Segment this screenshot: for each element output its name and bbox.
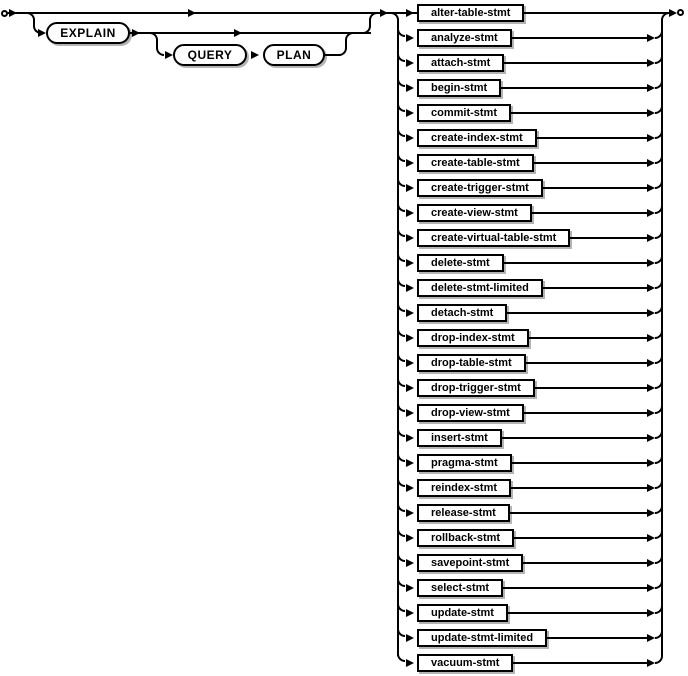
connector-curve bbox=[397, 252, 405, 262]
arrowhead-icon bbox=[406, 509, 414, 517]
connector-curve bbox=[655, 329, 663, 339]
keyword-plan-label: PLAN bbox=[276, 48, 312, 62]
arrowhead-icon bbox=[406, 534, 414, 542]
connector-line bbox=[345, 42, 347, 48]
arrowhead-icon bbox=[647, 284, 655, 292]
statement-row bbox=[397, 52, 663, 74]
row-entry-connector bbox=[397, 252, 417, 274]
row-entry-connector bbox=[397, 352, 417, 374]
connector-curve bbox=[655, 304, 663, 314]
connector-curve bbox=[397, 127, 405, 137]
statement-label: rollback-stmt bbox=[431, 532, 501, 544]
statement-label: update-stmt-limited bbox=[431, 632, 534, 644]
connector-line bbox=[513, 662, 647, 664]
statement-box[interactable] bbox=[417, 529, 514, 547]
statement-row bbox=[397, 177, 663, 199]
connector-curve bbox=[655, 604, 663, 614]
statement-label: select-stmt bbox=[431, 582, 490, 594]
arrowhead-icon bbox=[406, 234, 414, 242]
connector-line bbox=[529, 337, 647, 339]
arrowhead-icon bbox=[406, 609, 414, 617]
statement-label: release-stmt bbox=[431, 507, 496, 519]
arrowhead-icon bbox=[647, 84, 655, 92]
connector-curve bbox=[397, 177, 405, 187]
connector-curve bbox=[397, 652, 405, 662]
arrowhead-icon bbox=[406, 259, 414, 267]
row-entry-connector bbox=[397, 377, 417, 399]
row-entry-connector bbox=[397, 652, 417, 674]
connector-curve bbox=[655, 404, 663, 414]
arrowhead-icon bbox=[406, 159, 414, 167]
statement-box[interactable] bbox=[417, 154, 534, 172]
row-entry-connector bbox=[397, 477, 417, 499]
statement-row bbox=[397, 627, 663, 649]
row-entry-connector bbox=[397, 102, 417, 124]
arrowhead-icon bbox=[647, 534, 655, 542]
statement-box[interactable] bbox=[417, 204, 532, 222]
arrowhead-icon bbox=[406, 659, 414, 667]
connector-curve bbox=[655, 554, 663, 564]
statement-label: savepoint-stmt bbox=[431, 557, 510, 569]
connector-line bbox=[511, 112, 647, 114]
arrowhead-icon bbox=[647, 359, 655, 367]
row-entry-connector bbox=[397, 402, 417, 424]
connector-curve bbox=[397, 427, 405, 437]
connector-curve bbox=[655, 379, 663, 389]
arrowhead-icon bbox=[647, 659, 655, 667]
statement-label: drop-index-stmt bbox=[431, 332, 515, 344]
statement-box[interactable] bbox=[417, 404, 524, 422]
statement-label: pragma-stmt bbox=[431, 457, 498, 469]
keyword-explain bbox=[46, 22, 130, 44]
arrowhead-icon bbox=[647, 509, 655, 517]
connector-curve bbox=[397, 277, 405, 287]
row-entry-connector bbox=[397, 177, 417, 199]
statement-row bbox=[397, 302, 663, 324]
connector-curve bbox=[655, 229, 663, 239]
arrowhead-icon bbox=[406, 459, 414, 467]
connector-curve bbox=[655, 579, 663, 589]
arrowhead-icon bbox=[406, 434, 414, 442]
row-entry-connector bbox=[397, 552, 417, 574]
statement-label: drop-view-stmt bbox=[431, 407, 510, 419]
statement-row bbox=[397, 277, 663, 299]
statement-box[interactable] bbox=[417, 179, 543, 197]
arrowhead-icon bbox=[647, 234, 655, 242]
statement-row bbox=[397, 2, 684, 24]
connector-line bbox=[511, 487, 647, 489]
connector-curve bbox=[655, 654, 663, 664]
row-entry-connector bbox=[397, 27, 417, 49]
arrowhead-icon bbox=[647, 109, 655, 117]
statement-row bbox=[397, 377, 663, 399]
row-entry-connector bbox=[397, 2, 417, 24]
connector-curve bbox=[397, 602, 405, 612]
arrowhead-icon bbox=[406, 209, 414, 217]
connector-curve bbox=[397, 102, 405, 112]
connector-line bbox=[547, 637, 647, 639]
connector-curve bbox=[655, 354, 663, 364]
statement-box[interactable] bbox=[417, 129, 537, 147]
arrowhead-icon bbox=[669, 9, 677, 17]
statement-label: vacuum-stmt bbox=[431, 657, 500, 669]
row-entry-connector bbox=[397, 52, 417, 74]
keyword-plan bbox=[263, 44, 325, 66]
statement-box[interactable] bbox=[417, 79, 501, 97]
statement-box[interactable] bbox=[417, 504, 510, 522]
statement-label: delete-stmt bbox=[431, 257, 490, 269]
connector-curve bbox=[397, 152, 405, 162]
connector-curve bbox=[397, 352, 405, 362]
statement-label: drop-trigger-stmt bbox=[431, 382, 521, 394]
row-entry-connector bbox=[397, 202, 417, 224]
arrowhead-icon bbox=[406, 109, 414, 117]
statement-label: begin-stmt bbox=[431, 82, 488, 94]
connector-curve bbox=[397, 302, 405, 312]
connector-line bbox=[503, 587, 647, 589]
row-entry-connector bbox=[397, 627, 417, 649]
connector-curve bbox=[397, 327, 405, 337]
connector-curve bbox=[655, 54, 663, 64]
connector-curve bbox=[397, 402, 405, 412]
statement-label: detach-stmt bbox=[431, 307, 494, 319]
arrowhead-icon bbox=[647, 559, 655, 567]
statement-row bbox=[397, 102, 663, 124]
connector-line bbox=[501, 87, 647, 89]
row-entry-connector bbox=[397, 127, 417, 149]
arrowhead-icon bbox=[406, 59, 414, 67]
statement-label: analyze-stmt bbox=[431, 32, 498, 44]
statement-box[interactable] bbox=[417, 454, 512, 472]
connector-line bbox=[543, 187, 647, 189]
row-entry-connector bbox=[397, 152, 417, 174]
connector-line bbox=[510, 512, 647, 514]
connector-curve bbox=[655, 529, 663, 539]
row-entry-connector bbox=[397, 227, 417, 249]
arrowhead-icon bbox=[647, 609, 655, 617]
arrowhead-icon bbox=[406, 409, 414, 417]
connector-curve bbox=[655, 479, 663, 489]
arrowhead-icon bbox=[647, 259, 655, 267]
statement-row bbox=[397, 552, 663, 574]
arrowhead-icon bbox=[647, 209, 655, 217]
arrowhead-icon bbox=[647, 34, 655, 42]
connector-curve bbox=[397, 502, 405, 512]
connector-curve bbox=[397, 552, 405, 562]
connector-line bbox=[532, 212, 647, 214]
arrowhead-icon bbox=[647, 634, 655, 642]
statement-box[interactable] bbox=[417, 4, 524, 22]
arrowhead-icon bbox=[647, 384, 655, 392]
connector-curve bbox=[655, 104, 663, 114]
row-entry-connector bbox=[397, 502, 417, 524]
statement-box[interactable] bbox=[417, 329, 529, 347]
statement-label: commit-stmt bbox=[431, 107, 498, 119]
statement-label: delete-stmt-limited bbox=[431, 282, 529, 294]
arrowhead-icon bbox=[647, 334, 655, 342]
statement-box[interactable] bbox=[417, 54, 504, 72]
statement-row bbox=[397, 602, 663, 624]
arrowhead-icon bbox=[251, 51, 259, 59]
explain-branch-line bbox=[130, 32, 371, 34]
connector-line bbox=[508, 612, 647, 614]
connector-curve bbox=[655, 204, 663, 214]
statement-row bbox=[397, 252, 663, 274]
statement-box[interactable] bbox=[417, 654, 513, 672]
statement-row bbox=[397, 477, 663, 499]
arrowhead-icon bbox=[647, 434, 655, 442]
connector-curve bbox=[156, 46, 164, 56]
statement-row bbox=[397, 577, 663, 599]
row-entry-connector bbox=[397, 302, 417, 324]
arrowhead-icon bbox=[406, 359, 414, 367]
connector-line bbox=[524, 412, 647, 414]
statement-label: drop-table-stmt bbox=[431, 357, 512, 369]
connector-line bbox=[504, 262, 647, 264]
connector-line bbox=[502, 437, 647, 439]
connector-curve bbox=[655, 154, 663, 164]
statement-row bbox=[397, 152, 663, 174]
statement-box[interactable] bbox=[417, 104, 511, 122]
arrowhead-icon bbox=[406, 334, 414, 342]
statement-box[interactable] bbox=[417, 554, 523, 572]
row-entry-connector bbox=[397, 452, 417, 474]
connector-line bbox=[512, 462, 647, 464]
arrowhead-icon bbox=[406, 34, 414, 42]
arrowhead-icon bbox=[406, 584, 414, 592]
statement-box[interactable] bbox=[417, 604, 508, 622]
row-entry-connector bbox=[397, 602, 417, 624]
connector-curve bbox=[397, 227, 405, 237]
row-entry-connector bbox=[397, 327, 417, 349]
statement-label: create-trigger-stmt bbox=[431, 182, 529, 194]
statement-row bbox=[397, 127, 663, 149]
connector-curve bbox=[397, 52, 405, 62]
statement-row bbox=[397, 502, 663, 524]
connector-curve bbox=[655, 629, 663, 639]
connector-line bbox=[534, 162, 647, 164]
keyword-query-label: QUERY bbox=[187, 48, 233, 62]
arrowhead-icon bbox=[165, 51, 173, 59]
statement-row bbox=[397, 327, 663, 349]
connector-curve bbox=[397, 477, 405, 487]
statement-box[interactable] bbox=[417, 629, 547, 647]
connector-line bbox=[507, 312, 647, 314]
connector-curve bbox=[655, 429, 663, 439]
statement-label: create-table-stmt bbox=[431, 157, 520, 169]
connector-line bbox=[514, 537, 647, 539]
statement-box[interactable] bbox=[417, 479, 511, 497]
arrowhead-icon bbox=[406, 559, 414, 567]
statement-row bbox=[397, 427, 663, 449]
arrowhead-icon bbox=[234, 29, 242, 37]
statement-row bbox=[397, 202, 663, 224]
connector-line bbox=[537, 137, 647, 139]
arrowhead-icon bbox=[406, 309, 414, 317]
connector-line bbox=[570, 237, 647, 239]
connector-curve bbox=[397, 377, 405, 387]
statement-row bbox=[397, 652, 663, 674]
statement-box[interactable] bbox=[417, 579, 503, 597]
arrowhead-icon bbox=[406, 134, 414, 142]
arrowhead-icon bbox=[647, 584, 655, 592]
statement-label: create-index-stmt bbox=[431, 132, 523, 144]
connector-line bbox=[524, 12, 669, 14]
row-entry-connector bbox=[397, 527, 417, 549]
arrowhead-icon bbox=[647, 134, 655, 142]
statement-row bbox=[397, 77, 663, 99]
arrowhead-icon bbox=[406, 384, 414, 392]
connector-curve bbox=[655, 179, 663, 189]
statement-box[interactable] bbox=[417, 229, 570, 247]
connector-curve bbox=[655, 504, 663, 514]
connector-curve bbox=[397, 627, 405, 637]
connector-curve bbox=[397, 202, 405, 212]
row-entry-connector bbox=[397, 427, 417, 449]
arrowhead-icon bbox=[647, 184, 655, 192]
statement-box[interactable] bbox=[417, 29, 512, 47]
statement-row bbox=[397, 27, 663, 49]
statement-box[interactable] bbox=[417, 279, 543, 297]
statement-row bbox=[397, 352, 663, 374]
statement-row bbox=[397, 227, 663, 249]
arrowhead-icon bbox=[647, 409, 655, 417]
arrowhead-icon bbox=[406, 634, 414, 642]
connector-line bbox=[523, 562, 647, 564]
connector-line bbox=[512, 37, 647, 39]
main-line bbox=[7, 12, 417, 14]
arrowhead-icon bbox=[188, 9, 196, 17]
connector-curve bbox=[655, 129, 663, 139]
arrowhead-icon bbox=[38, 29, 46, 37]
arrowhead-icon bbox=[647, 309, 655, 317]
connector-line bbox=[504, 62, 647, 64]
connector-curve bbox=[397, 77, 405, 87]
row-entry-connector bbox=[397, 277, 417, 299]
statement-box[interactable] bbox=[417, 379, 535, 397]
statement-box[interactable] bbox=[417, 429, 502, 447]
row-entry-connector bbox=[397, 577, 417, 599]
keyword-query bbox=[173, 44, 247, 66]
statement-label: reindex-stmt bbox=[431, 482, 498, 494]
end-terminal-icon bbox=[677, 9, 684, 16]
connector-curve bbox=[655, 454, 663, 464]
statement-label: create-view-stmt bbox=[431, 207, 518, 219]
statement-box[interactable] bbox=[417, 254, 504, 272]
statement-label: attach-stmt bbox=[431, 57, 491, 69]
connector-line bbox=[535, 387, 647, 389]
arrowhead-icon bbox=[380, 9, 388, 17]
statement-row bbox=[397, 452, 663, 474]
connector-curve bbox=[397, 577, 405, 587]
arrowhead-icon bbox=[647, 159, 655, 167]
statement-box[interactable] bbox=[417, 304, 507, 322]
arrowhead-icon bbox=[647, 484, 655, 492]
arrowhead-icon bbox=[406, 284, 414, 292]
arrowhead-icon bbox=[406, 484, 414, 492]
statement-label: insert-stmt bbox=[431, 432, 488, 444]
connector-curve bbox=[655, 79, 663, 89]
statement-label: update-stmt bbox=[431, 607, 494, 619]
statement-box[interactable] bbox=[417, 354, 526, 372]
arrowhead-icon bbox=[647, 459, 655, 467]
statement-row bbox=[397, 527, 663, 549]
connector-line bbox=[526, 362, 647, 364]
statement-label: create-virtual-table-stmt bbox=[431, 232, 557, 244]
connector-curve bbox=[655, 29, 663, 39]
connector-curve bbox=[655, 279, 663, 289]
keyword-explain-label: EXPLAIN bbox=[60, 26, 116, 40]
statement-row bbox=[397, 402, 663, 424]
arrowhead-icon bbox=[406, 84, 414, 92]
connector-line bbox=[543, 287, 647, 289]
connector-curve bbox=[397, 452, 405, 462]
connector-curve bbox=[655, 254, 663, 264]
arrowhead-icon bbox=[647, 59, 655, 67]
arrowhead-icon bbox=[406, 184, 414, 192]
connector-curve bbox=[397, 527, 405, 537]
row-entry-connector bbox=[397, 77, 417, 99]
statement-label: alter-table-stmt bbox=[431, 7, 511, 19]
connector-curve bbox=[397, 27, 405, 37]
arrowhead-icon bbox=[406, 9, 414, 17]
